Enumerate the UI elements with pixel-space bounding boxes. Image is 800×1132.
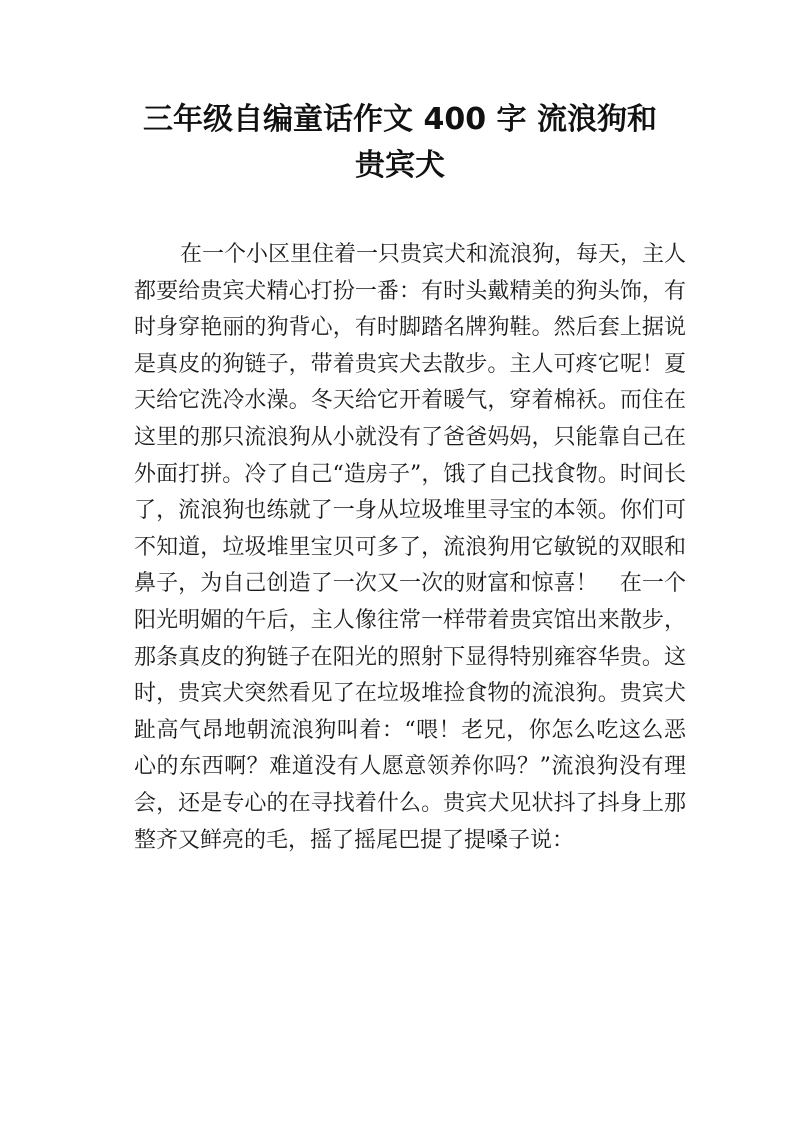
title-line-1: 三年级自编童话作文 400 字 流浪狗和 (143, 102, 657, 137)
document-title (110, 97, 690, 189)
body-paragraph: 在一个小区里住着一只贵宾犬和流浪狗，每天，主人都要给贵宾犬精心打扮一番：有时头戴精美的狗头饰，有时身穿艳丽的狗背心，有时脚踏名牌狗鞋。然后套上据说是真皮的狗链子，带着贵宾犬去散步。主人可疼它呢！夏天给它洗冷水澡。冬天给它开着暖气，穿着棉袄。而住在这里的那只流浪狗从小就没有了爸爸妈妈，只能靠自己在外面打拼。冷了自己“造房子”，饿了自己找食物。时间长了，流浪狗也练就了一身从垃圾堆里寻宝的本领。你们可不知道，垃圾堆里宝贝可多了，流浪狗用它敏锐的双眼和鼻子，为自己创造了一次又一次的财富和惊喜！ 在一个阳光明媚的午后，主人像往常一样带着贵宾馆出来散步，那条真皮的狗链子在阳光的照射下显得特别雍容华贵。这时，贵宾犬突然看见了在垃圾堆捡食物的流浪狗。贵宾犬趾高气昂地朝流浪狗叫着：“喂！老兄，你怎么吃这么恶心的东西啊？难道没有人愿意领养你吗？”流浪狗没有理会，还是专心的在寻找着什么。贵宾犬见状抖了抖身上那整齐又鲜亮的毛，摇了摇尾巴提了提嗓子说： (134, 242, 687, 853)
title-line-2: 贵宾犬 (355, 148, 445, 183)
